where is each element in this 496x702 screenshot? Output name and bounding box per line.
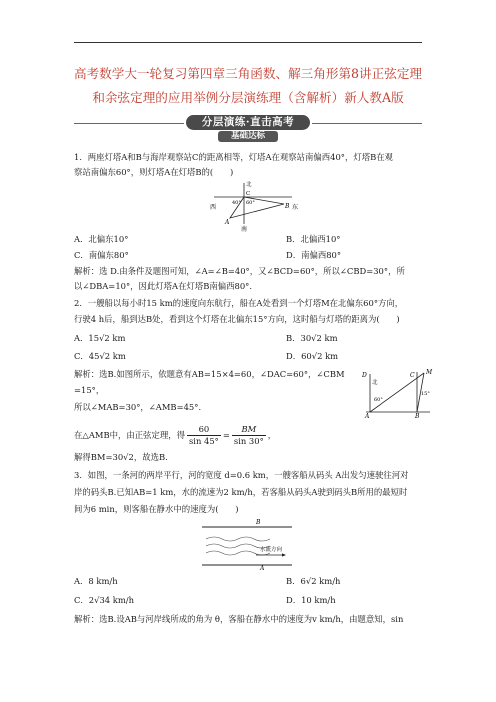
q3-flow-arrowhead (282, 553, 286, 556)
q2-fraction-1-num: 60 (187, 424, 221, 436)
q2-label-d: D (362, 372, 367, 379)
q2-answer-suffix: ， (267, 430, 277, 440)
q2-label-angle15: 15° (421, 391, 430, 397)
q2-answer-line-2: =15°， (74, 385, 105, 395)
q1-label-b: B (285, 203, 290, 210)
q2-label-a: A (365, 413, 370, 418)
q1-answer-line-1: 解析：选 D.由条件及题图可知，∠A=∠B=40°，又∠BCD=60°，所以∠CBD=30°，所 (74, 266, 405, 276)
q1-stem-line-2: 察站南偏东60°，则灯塔A在灯塔B的( ) (74, 167, 234, 177)
banner-rule-left (74, 123, 184, 124)
q2-label-b: B (415, 413, 420, 418)
q1-answer-line-2: 以∠DBA=10°，因此灯塔A在灯塔B南偏西80°. (74, 281, 253, 291)
q2-answer-line-3: 所以∠MAB=30°，∠AMB=45°. (74, 402, 202, 412)
q3-stem-line-1: 3．如图，一条河的两岸平行，河的宽度 d=0.6 km，一艘客船从码头 A出发匀速驶往河对 (74, 470, 409, 480)
banner-rule-right (312, 123, 422, 124)
q2-answer-line-1: 解析：选B.如图所示，依题意有AB=15×4=60，∠DAC=60°，∠CBM (74, 369, 345, 379)
q3-option-b: B．6√2 km/h (286, 576, 341, 586)
header-rule (74, 42, 422, 43)
q2-label-north: 北 (372, 380, 378, 386)
q3-answer-line-1: 解析：选B.设AB与河岸线所成的角为 θ，客船在静水中的速度为v km/h，由题意知，sin (74, 614, 404, 624)
q2-stem-line-1: 2．一艘船以每小时15 km的速度向东航行，船在A处看到一个灯塔M在北偏东60°方向， (74, 298, 404, 308)
q2-option-b: B．30√2 km (286, 333, 338, 343)
q2-option-c: C．45√2 km (74, 351, 126, 361)
q1-option-d: D．南偏西80° (286, 250, 342, 260)
q3-option-a: A．8 km/h (74, 576, 118, 586)
q1-label-angle60: 60° (246, 200, 255, 206)
q1-label-south: 南 (241, 226, 248, 232)
q1-option-a: A．北偏东10° (74, 234, 129, 244)
q2-figure (362, 368, 434, 418)
q2-line-am (370, 373, 424, 412)
q2-option-d: D．60√2 km (286, 351, 339, 361)
q1-label-north: 北 (246, 182, 252, 188)
q1-label-angle40: 40° (232, 200, 241, 206)
q1-label-a: A (225, 219, 230, 226)
q2-answer-line-4 (74, 424, 276, 447)
q1-figure (208, 180, 298, 232)
banner-title: 分层演练·直击高考 (186, 115, 310, 130)
q2-fraction-1 (187, 424, 221, 447)
q1-label-c: C (246, 191, 251, 197)
q3-stem-line-2: 岸的码头B.已知AB=1 km，水的流速为2 km/h，若客船从码头A驶到码头B所用的最短时 (74, 487, 408, 497)
q3-label-a: A (260, 565, 265, 571)
q2-stem-line-2: 行驶4 h后，船到达B处，看到这个灯塔在北偏东15°方向，这时船与灯塔的距离为( ) (74, 314, 400, 324)
page-title-line-2: 和余弦定理的应用举例分层演练理（含解析）新人教A版 (92, 90, 404, 105)
q2-fraction-2-den: sin 30° (233, 436, 264, 446)
q2-fraction-1-den: sin 45° (188, 436, 219, 446)
q1-label-west: 西 (210, 204, 217, 211)
page-title-line-1: 高考数学大一轮复习第四章三角函数、解三角形第8讲正弦定理 (73, 66, 423, 81)
q2-answer-prefix: 在△AMB中，由正弦定理，得 (74, 430, 185, 440)
q3-option-d: D．10 km/h (286, 595, 336, 605)
q3-stem-line-3: 间为6 min，则客船在静水中的速度为( ) (74, 504, 239, 514)
banner-subtitle: 基础达标 (218, 131, 278, 142)
section-banner (74, 115, 422, 143)
q2-option-a: A．15√2 km (74, 333, 126, 343)
q2-equals: = (222, 430, 230, 440)
q2-label-c: C (410, 372, 415, 379)
q1-option-b: B．北偏西10° (286, 234, 341, 244)
q2-answer-line-5: 解得BM=30√2，故选B. (74, 452, 168, 462)
q3-figure (196, 519, 300, 571)
q3-option-c: C．2√34 km/h (74, 595, 134, 605)
q2-label-angle60: 60° (374, 397, 383, 403)
q3-label-flow: 水流方向 (260, 547, 283, 553)
q2-label-m: M (426, 369, 433, 376)
q2-fraction-2-num: BM (232, 424, 266, 436)
q2-fraction-2 (232, 424, 266, 447)
q3-wave-1 (206, 537, 270, 541)
q1-stem-line-1: 1．两座灯塔A和B与海岸观察站C的距离相等，灯塔A在观察站南偏西40°，灯塔B在观 (74, 152, 393, 162)
q1-label-east: 东 (292, 204, 298, 211)
q1-option-c: C．南偏东80° (74, 250, 129, 260)
q3-label-b: B (256, 519, 261, 526)
